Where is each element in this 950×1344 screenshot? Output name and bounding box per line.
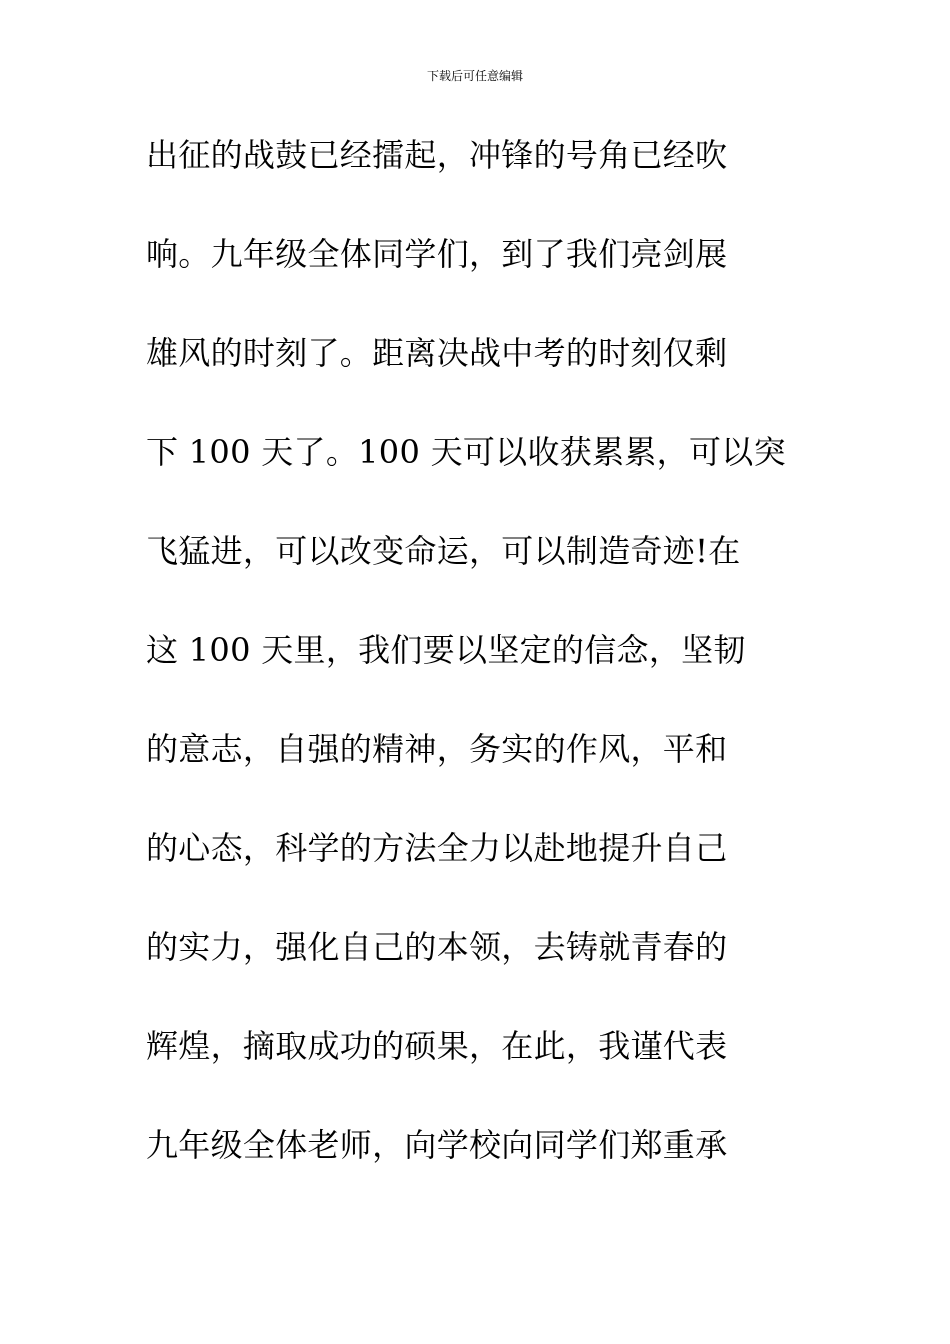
text-line: 出征的战鼓已经擂起，冲锋的号角已经吹 bbox=[146, 136, 728, 174]
text-line: 辉煌，摘取成功的硕果，在此，我谨代表 bbox=[146, 1027, 728, 1065]
text-line: 下 100 天了。100 天可以收获累累，可以突 bbox=[146, 433, 786, 471]
text-line: 的意志，自强的精神，务实的作风，平和 bbox=[146, 730, 728, 768]
text-line: 雄风的时刻了。距离决战中考的时刻仅剩 bbox=[146, 334, 728, 372]
text-line: 的心态，科学的方法全力以赴地提升自己 bbox=[146, 829, 728, 867]
text-line: 这 100 天里，我们要以坚定的信念，坚韧 bbox=[146, 631, 746, 669]
text-line: 九年级全体老师，向学校向同学们郑重承 bbox=[146, 1126, 728, 1164]
speech-paragraph bbox=[146, 127, 806, 1216]
text-line: 响。九年级全体同学们，到了我们亮剑展 bbox=[146, 235, 728, 273]
page-header: 下载后可任意编辑 bbox=[426, 69, 523, 83]
text-line: 的实力，强化自己的本领，去铸就青春的 bbox=[146, 928, 728, 966]
text-line: 飞猛进，可以改变命运，可以制造奇迹!在 bbox=[146, 532, 741, 570]
